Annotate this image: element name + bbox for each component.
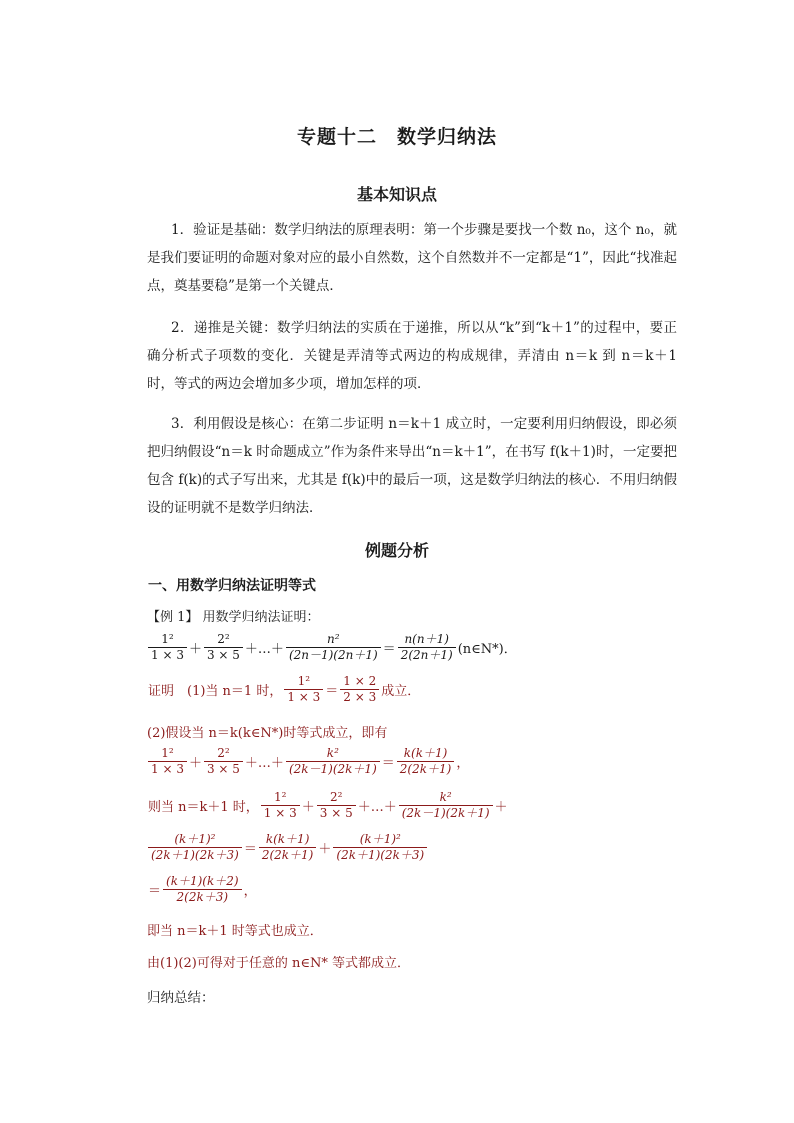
fraction: $\frac{\text{(k＋1)²}}{(2k+1)(2k+3)}$ [148, 832, 242, 863]
fraction: $\frac{\text{1²}}{1 \times 3}$ [284, 674, 323, 705]
fraction: $\frac{\text{k²}}{(2k-1)(2k+1)}$ [399, 790, 493, 821]
fraction: $\frac{k(k+1)}{2(2k+1)}$ [397, 746, 455, 777]
section-title-basics: 基本知识点 [356, 185, 437, 204]
example-formula: $\frac{\text{1²}}{1 \times 3}$ ＋ $\frac{\text{2²}}{3 \times 5}$ ＋…＋ $\frac{\text{n²}}{(2n-1)(2n+1)}$ ＝ $\frac{n(n+1)}{2(2n+1)}$ (n∈N*)． [147, 632, 518, 663]
section-title-examples: 例题分析 [364, 541, 429, 560]
fraction: $\frac{\text{2²}}{3 \times 5}$ [317, 790, 356, 821]
proof-result: ＝ $\frac{(k+1)(k+2)}{2(2k+3)}$ ， [148, 874, 257, 904]
point-2: 2．递推是关键：数学归纳法的实质在于递推，所以从“k”到“k＋1”的过程中，要正确分析式子项数的变化．关键是弄清等式两边的构成规律，弄清由 n＝k 到 n＝k＋1 时，等式的两边会增加多少项，增加怎样的项． [147, 320, 677, 392]
fraction: $\frac{1 \times 2}{2 \times 3}$ [340, 674, 379, 705]
example-label: 【例 1】 [147, 610, 199, 625]
proof-conclusion-step: 即当 n＝k＋1 时等式也成立． [147, 924, 323, 939]
fraction: $\frac{k(k+1)}{2(2k+1)}$ [259, 832, 317, 863]
example-text: 用数学归纳法证明： [202, 610, 320, 625]
proof-step-k-plus-1: 则当 n＝k＋1 时， $\frac{\text{1²}}{1 \times 3}$ ＋ $\frac{\text{2²}}{3 \times 5}$ ＋…＋ $\frac{\text{k²}}{(2k-1)(2k+1)}$ ＋ [148, 790, 508, 820]
subsection-title: 一、用数学归纳法证明等式 [148, 578, 316, 594]
fraction: $\frac{\text{1²}}{1 \times 3}$ [148, 746, 187, 777]
fraction: $\frac{\text{k²}}{(2k-1)(2k+1)}$ [286, 746, 380, 777]
fraction: $\frac{\text{2²}}{3 \times 5}$ [204, 632, 243, 663]
example-heading [147, 606, 320, 625]
fraction: $\frac{\text{1²}}{1 \times 3}$ [148, 632, 187, 663]
page-title: 专题十二 数学归纳法 [296, 126, 497, 148]
proof-hypothesis-formula: $\frac{\text{1²}}{1 \times 3}$ ＋ $\frac{\text{2²}}{3 \times 5}$ ＋…＋ $\frac{\text{k²}}{(2k-1)(2k+1)}$ ＝ $\frac{k(k+1)}{2(2k+1)}$ ， [147, 746, 470, 777]
fraction: $\frac{\text{n²}}{(2n-1)(2n+1)}$ [286, 632, 381, 663]
proof-expansion: $\frac{\text{(k＋1)²}}{(2k+1)(2k+3)}$ ＝ $\frac{k(k+1)}{2(2k+1)}$ ＋ $\frac{\text{(k＋1)²}}{(2k+1)(2k+3)}$ [147, 832, 428, 863]
point-1: 1．验证是基础：数学归纳法的原理表明：第一个步骤是要找一个数 n₀，这个 n₀，就是我们要证明的命题对象对应的最小自然数，这个自然数并不一定都是“1”，因此“找准起点，奠基要稳”是第一个关键点． [147, 222, 677, 294]
fraction: $\frac{(k+1)(k+2)}{2(2k+3)}$ [163, 874, 242, 905]
point-3: 3．利用假设是核心：在第二步证明 n＝k＋1 成立时，一定要利用归纳假设，即必须把归纳假设“n＝k 时命题成立”作为条件来导出“n＝k＋1”，在书写 f(k＋1)时，一定要把包含 f(k)的式子写出来，尤其是 f(k)中的最后一项，这是数学归纳法的核心．不用归纳假设的证明就不是数学归纳法． [147, 416, 677, 516]
fraction: $\frac{\text{1²}}{1 \times 3}$ [261, 790, 300, 821]
fraction: $\frac{\text{2²}}{3 \times 5}$ [204, 746, 243, 777]
proof-conclusion: 由(1)(2)可得对于任意的 n∈N* 等式都成立． [147, 956, 410, 971]
proof-step-2-hypothesis: (2)假设当 n＝k(k∈N*)时等式成立，即有 [147, 726, 388, 741]
proof-step-1: 证明 (1)当 n＝1 时， $\frac{\text{1²}}{1 \times 3}$ ＝ $\frac{1 \times 2}{2 \times 3}$ 成立． [148, 674, 421, 704]
fraction: $\frac{n(n+1)}{2(2n+1)}$ [398, 632, 456, 663]
fraction: $\frac{\text{(k＋1)²}}{(2k+1)(2k+3)}$ [333, 832, 427, 863]
summary-label: 归纳总结： [147, 990, 215, 1006]
